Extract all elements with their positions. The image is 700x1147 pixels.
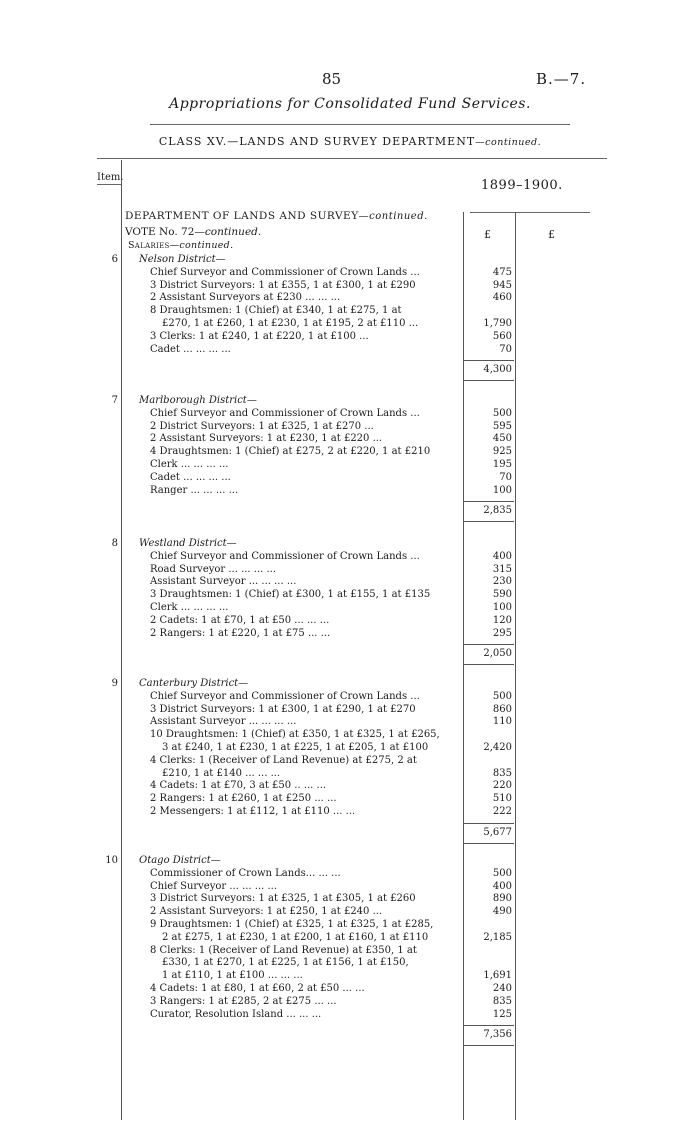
line-item-amount: 450: [492, 433, 512, 445]
line-item-amount: 400: [492, 880, 512, 892]
line-item-text: 2 at £275, 1 at £230, 1 at £200, 1 at £160, 1 at £110: [162, 931, 429, 943]
line-item-amount: 120: [492, 614, 512, 626]
salaries-continued: —continued.: [169, 240, 234, 251]
line-item-text: 2 Assistant Surveyors at £230 ... ... ...: [150, 292, 341, 304]
line-item-amount: 460: [492, 292, 512, 304]
line-item-amount: 110: [492, 716, 512, 728]
line-item-text: Chief Surveyor ... ... ... ...: [150, 880, 278, 892]
line-item-amount: 890: [492, 893, 512, 905]
line-item-text: 2 Rangers: 1 at £220, 1 at £75 ... ...: [150, 627, 331, 639]
line-item-text: 3 Clerks: 1 at £240, 1 at £220, 1 at £100 ...: [150, 330, 369, 342]
line-item-amount: 925: [492, 446, 512, 458]
line-item-text: Curator, Resolution Island ... ... ...: [150, 1008, 322, 1020]
line-item-amount: 500: [492, 690, 512, 702]
line-item-text: Cadet ... ... ... ...: [150, 343, 231, 355]
line-item-text: 3 District Surveyors: 1 at £355, 1 at £300, 1 at £290: [150, 279, 416, 291]
item-column-header: Item.: [97, 172, 124, 183]
line-item-amount: 835: [492, 767, 512, 779]
line-item-amount: 500: [492, 867, 512, 879]
line-item-text: 2 District Surveyors: 1 at £325, 1 at £270 ...: [150, 420, 374, 432]
line-item-amount: 230: [492, 576, 512, 588]
district-total: 2,050: [483, 648, 512, 660]
line-item-text: 2 Messengers: 1 at £112, 1 at £110 ... ...: [150, 806, 356, 817]
district-total: 5,677: [483, 826, 512, 838]
line-item-amount: 240: [492, 983, 512, 994]
line-item-amount: 590: [492, 589, 512, 601]
line-item-amount: 560: [492, 330, 512, 342]
line-item-text: 4 Cadets: 1 at £70, 3 at £50 .. ... ...: [150, 780, 327, 792]
line-item-amount: 2,185: [483, 931, 512, 943]
salaries-heading: [128, 240, 233, 251]
district-name: Marlborough District—: [139, 395, 257, 406]
line-item-text: 3 District Surveyors: 1 at £300, 1 at £290, 1 at £270: [150, 703, 416, 715]
line-item-amount: 860: [492, 703, 512, 715]
line-item-text: 9 Draughtsmen: 1 (Chief) at £325, 1 at £325, 1 at £285,: [150, 919, 434, 930]
line-item-amount: 70: [499, 343, 512, 355]
line-item-text: Commissioner of Crown Lands... ... ...: [150, 867, 341, 879]
vote-continued: —continued.: [194, 226, 262, 238]
title-rule: [150, 124, 570, 125]
line-item-text: 3 Rangers: 1 at £285, 2 at £275 ... ...: [150, 995, 337, 1007]
line-item-text: £270, 1 at £260, 1 at £230, 1 at £195, 2 at £110 ...: [162, 318, 419, 329]
vote-heading: [125, 226, 261, 238]
line-item-amount: 315: [492, 563, 512, 575]
line-item-text: 3 District Surveyors: 1 at £325, 1 at £305, 1 at £260: [150, 893, 416, 905]
line-item-text: 8 Draughtsmen: 1 (Chief) at £340, 1 at £275, 1 at: [150, 305, 402, 317]
line-item-text: Assistant Surveyor ... ... ... ...: [150, 716, 297, 728]
item-number: 6: [111, 254, 118, 265]
district-total: 4,300: [483, 364, 512, 376]
line-item-text: Assistant Surveyor ... ... ... ...: [150, 576, 297, 588]
line-item-text: 4 Draughtsmen: 1 (Chief) at £275, 2 at £220, 1 at £210: [150, 446, 431, 458]
item-number: 10: [105, 855, 118, 866]
total-rule: [464, 664, 514, 665]
district-name: Otago District—: [139, 855, 221, 866]
item-column-rule: [97, 184, 121, 185]
line-item-text: Clerk ... ... ... ...: [150, 459, 229, 470]
line-item-text: 3 Draughtsmen: 1 (Chief) at £300, 1 at £155, 1 at £135: [150, 589, 431, 601]
line-item-amount: 835: [492, 995, 512, 1007]
line-item-amount: 125: [492, 1008, 512, 1020]
salaries-title: Salaries: [128, 240, 170, 251]
line-item-text: Road Surveyor ... ... ... ...: [150, 563, 277, 575]
line-item-text: 4 Cadets: 1 at £80, 1 at £60, 2 at £50 ... ...: [150, 983, 365, 994]
line-item-text: Chief Surveyor and Commissioner of Crown Lands ...: [150, 266, 420, 278]
line-item-text: 3 at £240, 1 at £230, 1 at £225, 1 at £205, 1 at £100: [162, 742, 429, 753]
line-item-text: Clerk ... ... ... ...: [150, 602, 229, 613]
item-number: 7: [111, 395, 118, 406]
year-header: 1899–1900.: [481, 178, 563, 193]
item-number: 8: [111, 538, 118, 549]
line-item-amount: 220: [492, 780, 512, 792]
line-item-amount: 1,790: [483, 318, 512, 329]
district-name: Nelson District—: [139, 254, 226, 265]
class-heading: [0, 135, 700, 148]
line-item-text: Cadet ... ... ... ...: [150, 471, 231, 483]
line-item-amount: 400: [492, 550, 512, 562]
line-item-amount: 70: [499, 471, 512, 483]
line-item-text: 10 Draughtsmen: 1 (Chief) at £350, 1 at £325, 1 at £265,: [150, 729, 440, 741]
item-number: 9: [111, 678, 118, 689]
total-rule: [464, 843, 514, 844]
right-amount-divider: [515, 212, 516, 1120]
page-reference: B.—7.: [536, 70, 587, 88]
line-item-amount: 475: [492, 266, 512, 278]
line-item-amount: 2,420: [483, 742, 512, 753]
total-rule: [464, 380, 514, 381]
line-item-amount: 945: [492, 279, 512, 291]
line-item-text: 1 at £110, 1 at £100 ... ... ...: [162, 970, 303, 982]
vote-title: VOTE No. 72: [125, 226, 195, 238]
department-title: DEPARTMENT OF LANDS AND SURVEY: [125, 210, 359, 222]
department-continued: —continued.: [358, 211, 428, 222]
page-number: 85: [322, 70, 342, 88]
left-amount-divider: [463, 212, 464, 1120]
district-name: Canterbury District—: [139, 678, 249, 689]
line-item-text: Chief Surveyor and Commissioner of Crown Lands ...: [150, 690, 420, 702]
line-item-amount: 100: [492, 484, 512, 496]
district-total: 7,356: [483, 1029, 512, 1041]
line-item-amount: 1,691: [483, 970, 512, 982]
line-item-text: 2 Assistant Surveyors: 1 at £230, 1 at £220 ...: [150, 433, 383, 445]
line-item-amount: 595: [492, 420, 512, 432]
line-item-amount: 500: [492, 407, 512, 419]
total-rule: [464, 521, 514, 522]
line-item-text: Chief Surveyor and Commissioner of Crown Lands ...: [150, 550, 420, 562]
line-item-amount: 490: [492, 906, 512, 918]
class-heading-text: CLASS XV.—LANDS AND SURVEY DEPARTMENT: [158, 135, 476, 148]
line-item-text: 2 Cadets: 1 at £70, 1 at £50 ... ... ...: [150, 614, 330, 626]
line-item-text: Chief Surveyor and Commissioner of Crown Lands ...: [150, 407, 420, 419]
item-column-divider: [121, 160, 122, 1120]
line-item-text: 4 Clerks: 1 (Receiver of Land Revenue) at £275, 2 at: [150, 754, 417, 766]
year-rule: [470, 212, 590, 213]
document-title: Appropriations for Consolidated Fund Services.: [169, 96, 531, 112]
district-total: 2,835: [483, 505, 512, 517]
line-item-amount: 222: [492, 806, 512, 817]
line-item-text: Ranger ... ... ... ...: [150, 484, 239, 496]
line-item-text: 8 Clerks: 1 (Receiver of Land Revenue) at £350, 1 at: [150, 944, 417, 956]
line-item-text: £210, 1 at £140 ... ... ...: [162, 767, 281, 779]
line-item-amount: 510: [492, 793, 512, 805]
line-item-amount: 295: [492, 627, 512, 639]
line-item-text: 2 Assistant Surveyors: 1 at £250, 1 at £240 ...: [150, 906, 383, 918]
district-name: Westland District—: [139, 538, 237, 549]
line-item-text: 2 Rangers: 1 at £260, 1 at £250 ... ...: [150, 793, 337, 805]
department-heading: [125, 210, 428, 222]
currency-symbol-right: £: [548, 228, 555, 241]
table-top-rule: [97, 158, 607, 159]
currency-symbol-left: £: [484, 228, 491, 241]
total-rule: [464, 1045, 514, 1046]
line-item-text: £330, 1 at £270, 1 at £225, 1 at £156, 1 at £150,: [162, 957, 409, 969]
line-item-amount: 195: [492, 459, 512, 470]
class-heading-continued: —continued.: [475, 137, 542, 148]
line-item-amount: 100: [492, 602, 512, 613]
